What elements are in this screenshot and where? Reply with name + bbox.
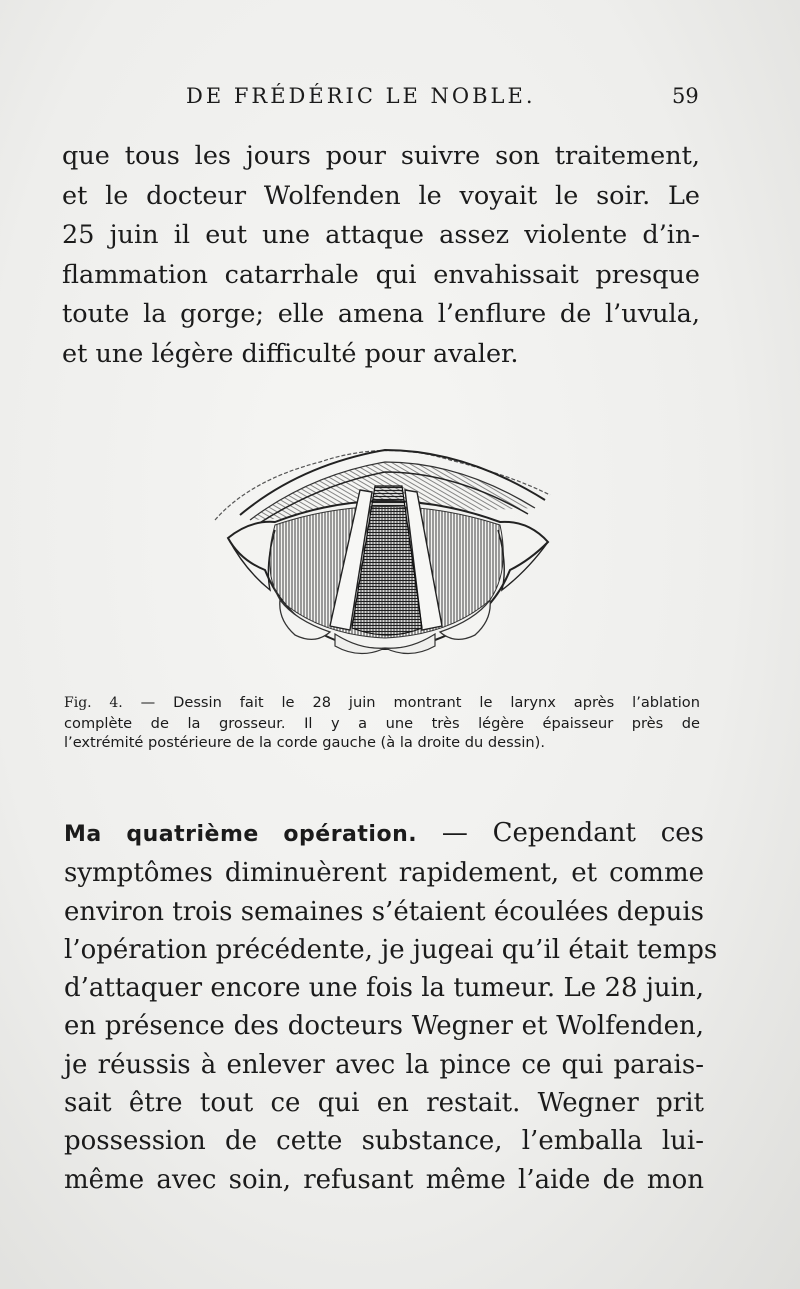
section-heading: Ma quatrième opération.	[64, 822, 418, 847]
text-line: toute la gorge; elle amena l’enflure de l’uvula,	[62, 299, 700, 329]
text-line: et le docteur Wolfenden le voyait le soir. Le	[62, 180, 700, 211]
text-line: et une légère difficulté pour avaler.	[62, 338, 519, 369]
caption-line: l’extrémité postérieure de la corde gauche (à la droite du dessin).	[64, 734, 545, 751]
text-line: que tous les jours pour suivre son traitement,	[62, 141, 700, 171]
text-line: même avec soin, refusant même l’aide de mon	[64, 1164, 704, 1195]
caption-line: complète de la grosseur. Il y a une très légère épaisseur près de	[64, 714, 700, 732]
larynx-illustration	[210, 420, 555, 665]
text-line: 25 juin il eut une attaque assez violente d’in-	[62, 220, 700, 250]
text-line: en présence des docteurs Wegner et Wolfenden,	[64, 1011, 704, 1042]
text-line: je réussis à enlever avec la pince ce qui parais-	[64, 1049, 704, 1080]
page-number: 59	[672, 84, 699, 108]
text-line: d’attaquer encore une fois la tumeur. Le 28 juin,	[64, 973, 704, 1004]
text-line: symptômes diminuèrent rapidement, et comme	[64, 858, 704, 889]
paragraph-2	[64, 814, 718, 1199]
text-line: sait être tout ce qui en restait. Wegner prit	[64, 1088, 704, 1119]
paragraph-1	[62, 137, 700, 374]
caption-text: — Dessin fait le 28 juin montrant le larynx après l’ablation	[122, 694, 700, 711]
text-line: flammation catarrhale qui envahissait presque	[62, 259, 700, 290]
figure-label: Fig. 4.	[64, 695, 123, 711]
running-title: DE FRÉDÉRIC LE NOBLE.	[186, 84, 536, 108]
text-line: environ trois semaines s’étaient écoulées depuis	[64, 896, 704, 927]
text-line: l’opération précédente, je jugeai qu’il était temps	[64, 934, 718, 965]
text-line: possession de cette substance, l’emballa lui-	[64, 1126, 704, 1157]
text-line: — Cependant ces	[417, 818, 705, 848]
figure-caption	[64, 693, 700, 753]
